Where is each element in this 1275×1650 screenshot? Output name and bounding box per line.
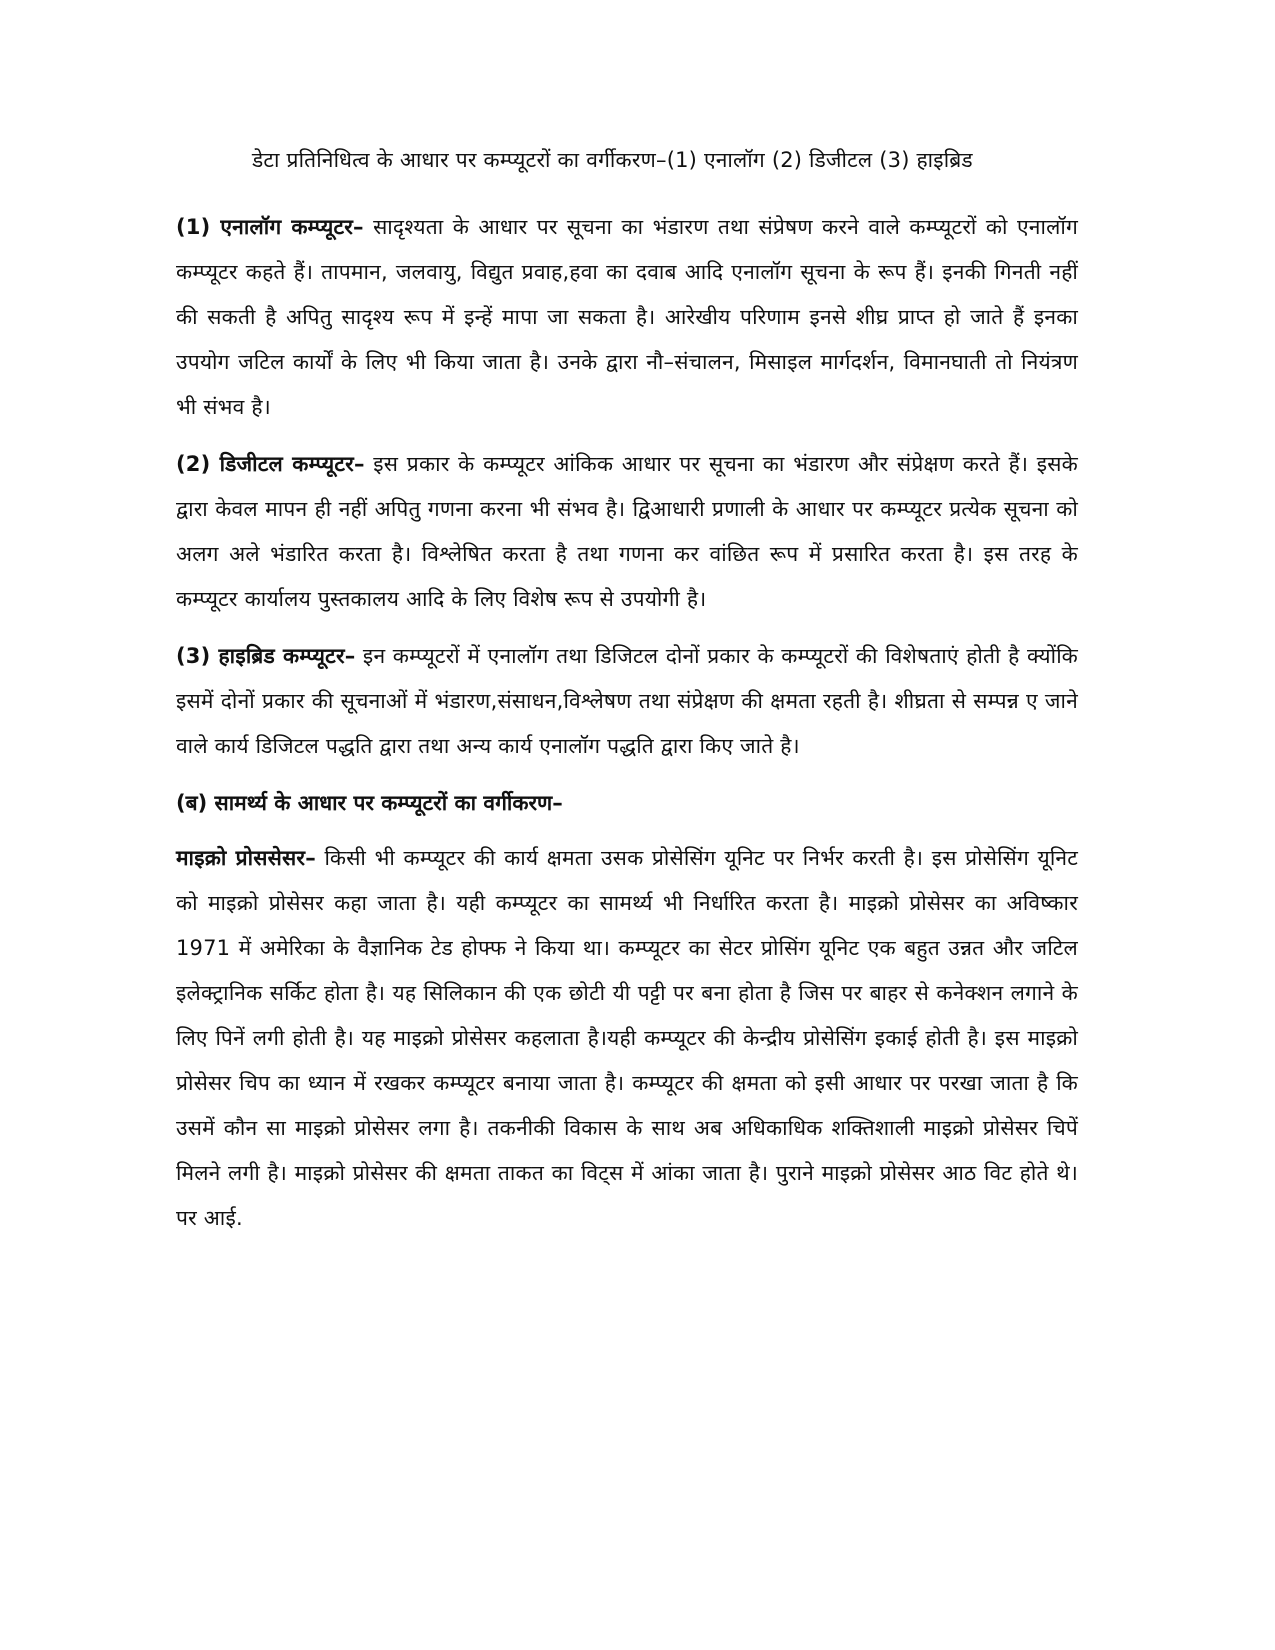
analog-computer-paragraph xyxy=(176,205,1078,430)
hybrid-computer-text: इन कम्प्यूटरों में एनालॉग तथा डिजिटल दोनों प्रकार के कम्प्यूटरों की विशेषताएं होती है क्योंकि इसमें दोनों प्रकार की सूचनाओं में भंडारण,संसाधन,विश्लेषण तथा संप्रेक्षण की क्षमता रहती है। शीघ्रता से सम्पन्न ए जाने वाले कार्य डिजिटल पद्धति द्वारा तथा अन्य कार्य एनालॉग पद्धति द्वारा किए जाते है। xyxy=(176,644,1078,758)
capability-classification-heading: (ब) सामर्थ्य के आधार पर कम्प्यूटरों का वर्गीकरण– xyxy=(176,791,563,815)
microprocessor-heading: माइक्रो प्रोससेसर– xyxy=(176,846,316,870)
digital-computer-text: इस प्रकार के कम्प्यूटर आंकिक आधार पर सूचना का भंडारण और संप्रेक्षण करते हैं। इसके द्वारा केवल मापन ही नहीं अपितु गणना करना भी संभव है। द्विआधारी प्रणाली के आधार पर कम्प्यूटर प्रत्येक सूचना को अलग अले भंडारित करता है। विश्लेषित करता है तथा गणना कर वांछित रूप में प्रसारित करता है। इस तरह के कम्प्यूटर कार्यालय पुस्तकालय आदि के लिए विशेष रूप से उपयोगी है। xyxy=(176,452,1079,611)
hybrid-computer-heading: (3) हाइब्रिड कम्प्यूटर– xyxy=(176,644,356,668)
digital-computer-heading: (2) डिजीटल कम्प्यूटर– xyxy=(176,452,365,476)
digital-computer-paragraph xyxy=(176,442,1078,622)
intro-paragraph: डेटा प्रतिनिधित्व के आधार पर कम्प्यूटरों का वर्गीकरण–(1) एनालॉग (2) डिजीटल (3) हाइब्रिड xyxy=(252,148,973,172)
document-body xyxy=(176,138,1078,1241)
microprocessor-text: किसी भी कम्प्यूटर की कार्य क्षमता उसक प्रोसेसिंग यूनिट पर निर्भर करती है। इस प्रोसेसिंग यूनिट को माइक्रो प्रोसेसर कहा जाता है। यही कम्प्यूटर का सामर्थ्य भी निर्धारित करता है। माइक्रो प्रोसेसर का अविष्कार 1971 में अमेरिका के वैज्ञानिक टेड होफ्फ ने किया था। कम्प्यूटर का सेटर प्रोसिंग यूनिट एक बहुत उन्नत और जटिल इलेक्ट्रानिक सर्किट होता है। यह सिलिकान की एक छोटी यी पट्टी पर बना होता है जिस पर बाहर से कनेक्शन लगाने के लिए पिनें लगी होती है। यह माइक्रो प्रोसेसर कहलाता है।यही कम्प्यूटर की केन्द्रीय प्रोसेसिंग इकाई होती है। इस माइक्रो प्रोसेसर चिप का ध्यान में रखकर कम्प्यूटर बनाया जाता है। कम्प्यूटर की क्षमता को इसी आधार पर परखा जाता है कि उसमें कौन सा माइक्रो प्रोसेसर लगा है। तकनीकी विकास के साथ अब अधिकाधिक शक्तिशाली माइक्रो प्रोसेसर चिपें मिलने लगी है। माइक्रो प्रोसेसर की क्षमता ताकत का विट्स में आंका जाता है। पुराने माइक्रो प्रोसेसर आठ विट होते थे। पर आई. xyxy=(176,846,1078,1230)
microprocessor-paragraph xyxy=(176,836,1078,1241)
analog-computer-text: सादृश्यता के आधार पर सूचना का भंडारण तथा संप्रेषण करने वाले कम्प्यूटरों को एनालॉग कम्प्यूटर कहते हैं। तापमान, जलवायु, विद्युत प्रवाह,हवा का दवाब आदि एनालॉग सूचना के रूप हैं। इनकी गिनती नहीं की सकती है अपितु सादृश्य रूप में इन्हें मापा जा सकता है। आरेखीय परिणाम इनसे शीघ्र प्राप्त हो जाते हैं इनका उपयोग जटिल कार्यों के लिए भी किया जाता है। उनके द्वारा नौ–संचालन, मिसाइल मार्गदर्शन, विमानघाती तो नियंत्रण भी संभव है। xyxy=(176,215,1079,419)
hybrid-computer-paragraph xyxy=(176,634,1078,769)
analog-computer-heading: (1) एनालॉग कम्प्यूटर– xyxy=(176,215,364,239)
